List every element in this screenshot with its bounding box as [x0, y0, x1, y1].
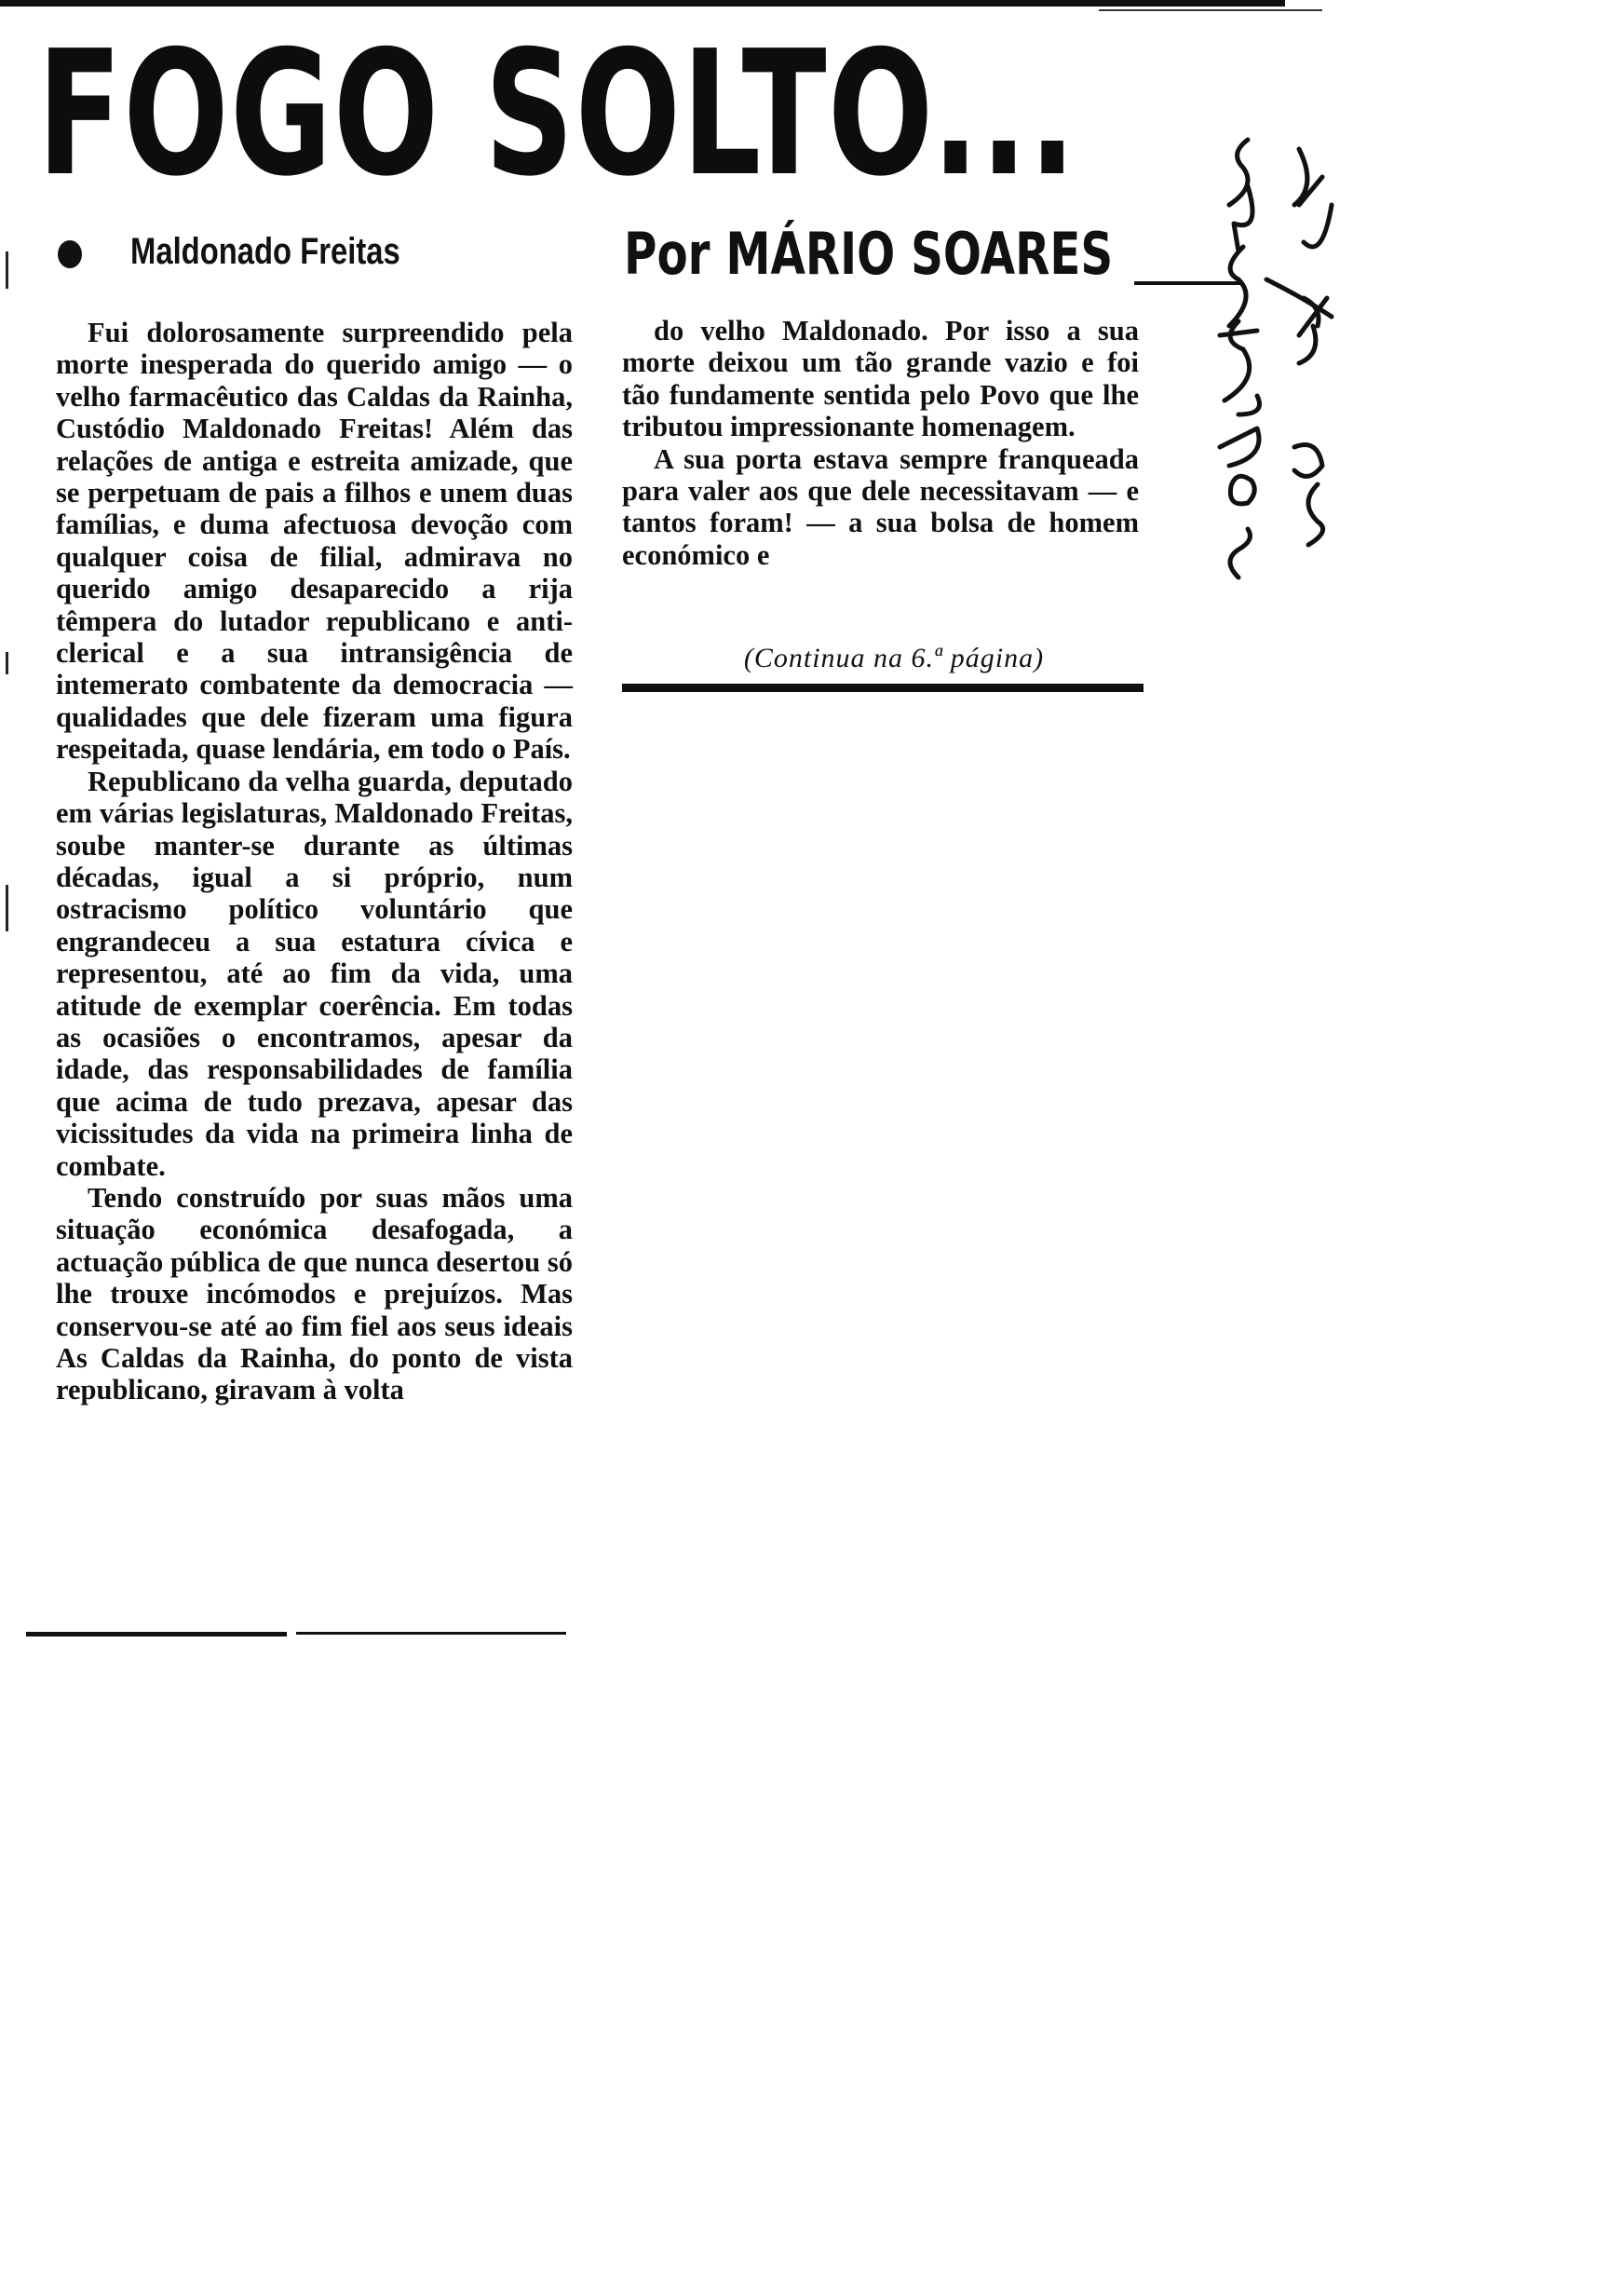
margin-mark [6, 885, 8, 931]
handwritten-date-annotation [1211, 93, 1350, 615]
paragraph: Tendo construído por suas mãos uma situação económica desafogada, a actuação pública de que nunca desertou só lhe trouxe incómodos e prejuízos. Mas conservou-se até ao fim fiel aos seus ideais As Caldas da Rainha, do ponto de vista republicano, giravam à volta [56, 1181, 573, 1406]
margin-mark [6, 251, 8, 289]
headline: FOGO SOLTO... [37, 13, 1077, 214]
article-column-left [56, 317, 573, 1406]
section-title: Maldonado Freitas [130, 231, 400, 272]
top-rule [0, 0, 1285, 7]
top-rule-thin [1099, 9, 1322, 11]
margin-mark [6, 652, 8, 674]
paragraph: do velho Maldonado. Por isso a sua morte deixou um tão grande vazio e foi tão fundamente sentida pelo Povo que lhe tributou impressionante homenagem. [622, 315, 1139, 443]
paragraph: A sua porta estava sempre franqueada para valer aos que dele necessitavam — e tantos foram! — a sua bolsa de homem económico e [622, 442, 1139, 571]
article-column-right [622, 315, 1139, 571]
continuation-note: (Continua na 6.ª página) [743, 643, 1045, 673]
paragraph: Fui dolorosamente surpreendido pela morte inesperada do querido amigo — o velho farmacêutico das Caldas da Rainha, Custódio Maldonado Freitas! Além das relações de antiga e estreita amizade, que se perpetuam de pais a filhos e unem duas famílias, e duma afectuosa devoção com qualquer coisa de filial, admirava no querido amigo desaparecido a rija têmpera do lutador republicano e anti-clerical e a sua intransigência de intemerato combatente da democracia — qualidades que dele fizeram uma figura respeitada, quase lendária, em todo o País. [56, 317, 573, 766]
column-end-rule [622, 684, 1144, 692]
paragraph: Republicano da velha guarda, deputado em várias legislaturas, Maldonado Freitas, soube manter-se durante as últimas décadas, igual a si próprio, num ostracismo político voluntário que engrandeceu a sua estatura cívica e representou, até ao fim da vida, uma atitude de exemplar coerência. Em todas as ocasiões o encontramos, apesar da idade, das responsabilidades de família que acima de tudo prezava, apesar das vicissitudes da vida na primeira linha de combate. [56, 765, 573, 1182]
bullet-icon [58, 240, 82, 268]
column-end-rule [296, 1632, 566, 1635]
byline: Por MÁRIO SOARES [624, 220, 1114, 288]
column-end-rule [26, 1632, 287, 1636]
